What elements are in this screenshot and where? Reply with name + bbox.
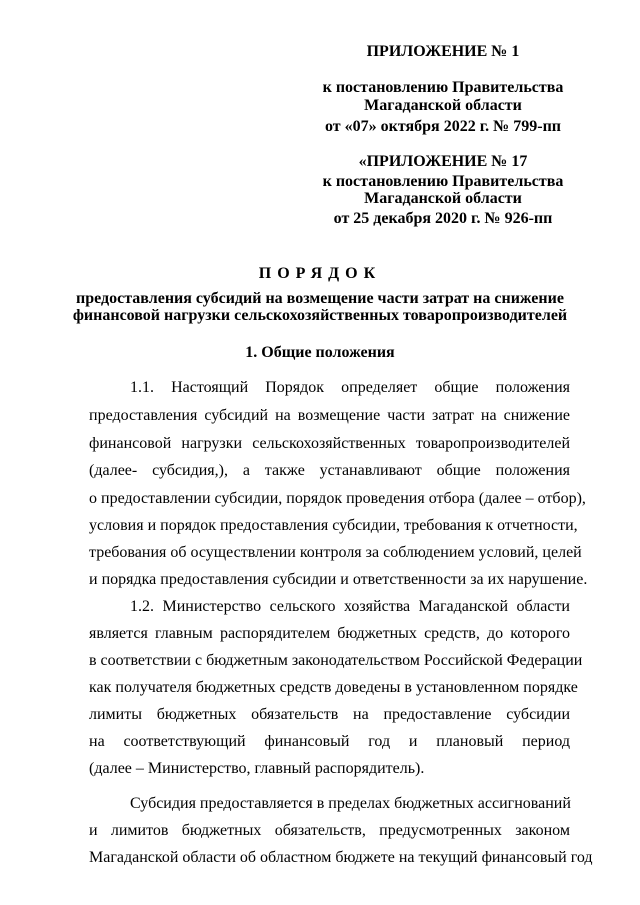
paragraph-line: является главным распорядителем бюджетных средств, до которого (89, 625, 570, 642)
appendix-17-title: «ПРИЛОЖЕНИЕ № 17 (358, 153, 528, 170)
document-subtitle-line: предоставления субсидий на возмещение части затрат на снижение (76, 290, 564, 307)
paragraph-line: о предоставлении субсидии, порядок проведения отбора (далее – отбор), (89, 490, 586, 507)
paragraph-line: требования об осуществлении контроля за соблюдением условий, целей (89, 544, 582, 561)
document-title: ПОРЯДОК (258, 265, 382, 282)
paragraph-line: (далее – Министерство, главный распорядитель). (89, 760, 425, 777)
paragraph-line: и лимитов бюджетных обязательств, предусмотренных законом (89, 822, 570, 839)
appendix-17-resolution: к постановлению Правительства (322, 173, 564, 190)
paragraph-line: Магаданской области об областном бюджете на текущий финансовый год (89, 849, 593, 866)
appendix-1-date: от «07» октября 2022 г. № 799-пп (324, 118, 562, 135)
section-heading: 1. Общие положения (245, 344, 395, 361)
paragraph-line: 1.1. Настоящий Порядок определяет общие положения (130, 379, 570, 396)
appendix-1-region: Магаданской области (364, 97, 522, 114)
appendix-1-resolution: к постановлению Правительства (322, 79, 564, 96)
paragraph-line: как получателя бюджетных средств доведены в установленном порядке (89, 679, 578, 696)
paragraph-line: 1.2. Министерство сельского хозяйства Магаданской области (130, 598, 570, 615)
appendix-1-title: ПРИЛОЖЕНИЕ № 1 (366, 43, 520, 60)
paragraph-line: финансовой нагрузки сельскохозяйственных товаропроизводителей (89, 435, 570, 452)
paragraph-line: и порядка предоставления субсидии и ответственности за их нарушение. (89, 571, 588, 588)
document-subtitle-line: финансовой нагрузки сельскохозяйственных товаропроизводителей (72, 307, 568, 324)
paragraph-line: предоставления субсидий на возмещение части затрат на снижение (89, 407, 570, 424)
paragraph-line: (далее- субсидия,), а также устанавливают общие положения (89, 462, 570, 479)
paragraph-line: в соответствии с бюджетным законодательством Российской Федерации (89, 652, 583, 669)
appendix-17-region: Магаданской области (364, 190, 522, 207)
paragraph-line: условия и порядок предоставления субсидии, требования к отчетности, (89, 517, 578, 534)
paragraph-line: Субсидия предоставляется в пределах бюджетных ассигнований (130, 795, 571, 812)
paragraph-line: лимиты бюджетных обязательств на предоставление субсидии (89, 706, 570, 723)
paragraph-line: на соответствующий финансовый год и плановый период (89, 733, 570, 750)
appendix-17-date: от 25 декабря 2020 г. № 926-пп (333, 210, 553, 227)
